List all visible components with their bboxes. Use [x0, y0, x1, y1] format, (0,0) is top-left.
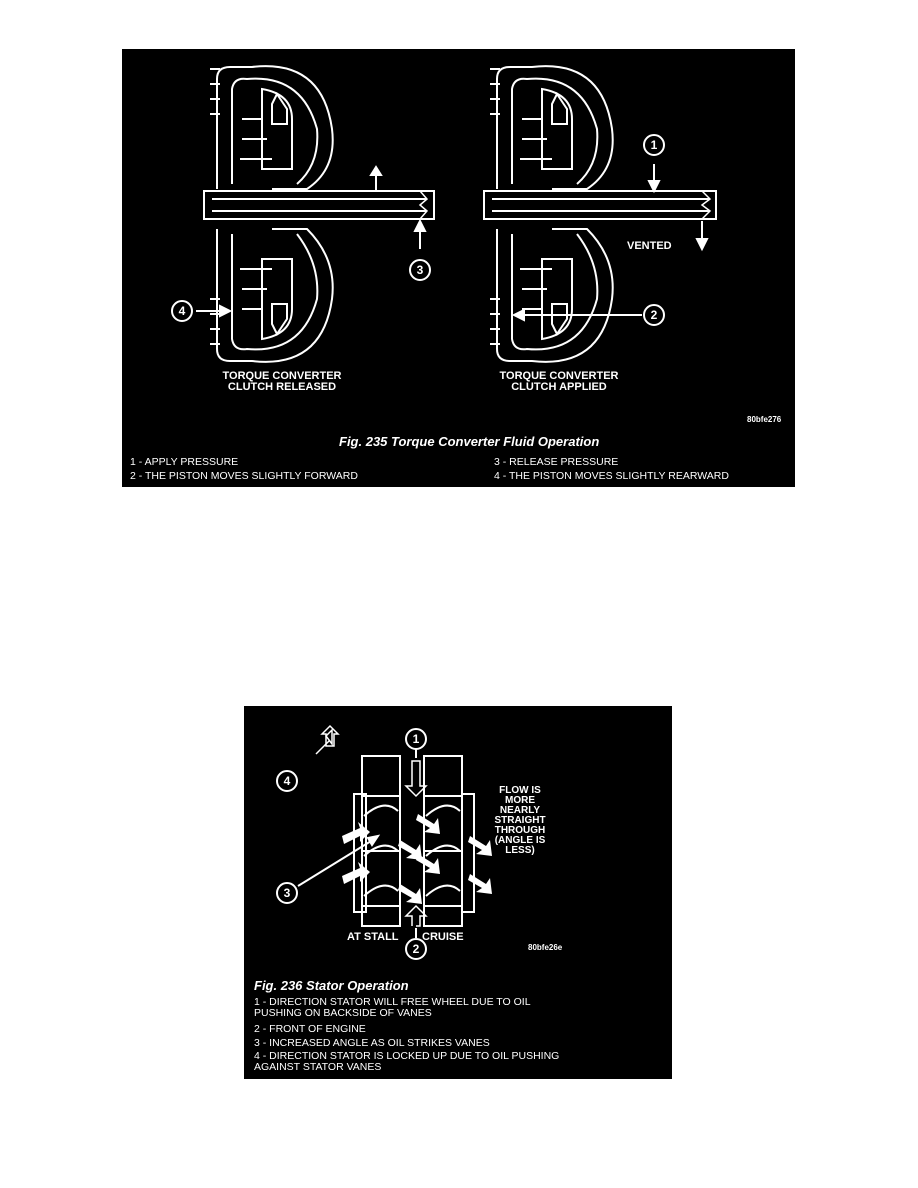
callout-3: 3 [276, 882, 298, 904]
callout-4: 4 [171, 300, 193, 322]
callout-3: 3 [409, 259, 431, 281]
vented-label: VENTED [627, 240, 672, 252]
callout-1: 1 [405, 728, 427, 750]
legend-item-3: 3 - RELEASE PRESSURE [494, 456, 619, 468]
figure-caption: Fig. 236 Stator Operation [254, 978, 409, 993]
figure-caption: Fig. 235 Torque Converter Fluid Operation [339, 434, 600, 449]
flow-label: FLOW IS MORE NEARLY STRAIGHT THROUGH (ANGLE IS LESS) [494, 785, 546, 856]
at-stall-label: AT STALL [347, 931, 399, 943]
converter-released-diagram [196, 66, 434, 362]
legend-item-3: 3 - INCREASED ANGLE AS OIL STRIKES VANES [254, 1037, 490, 1049]
callout-1: 1 [643, 134, 665, 156]
torque-converter-drawing [122, 49, 795, 487]
figure-236-stator-operation [244, 706, 672, 1079]
callout-2: 2 [405, 938, 427, 960]
figure-235-torque-converter [122, 49, 795, 487]
figure-code: 80bfe26e [528, 943, 563, 952]
callout-4: 4 [276, 770, 298, 792]
legend-item-4: 4 - THE PISTON MOVES SLIGHTLY REARWARD [494, 470, 729, 482]
figure-code: 80bfe276 [747, 415, 782, 424]
legend-item-2: 2 - FRONT OF ENGINE [254, 1023, 366, 1035]
legend-item-1: 1 - APPLY PRESSURE [130, 456, 239, 468]
converter-applied-diagram [484, 66, 716, 362]
applied-label: TORQUE CONVERTER CLUTCH APPLIED [499, 370, 619, 393]
cruise-label: CRUISE [422, 931, 464, 943]
legend-item-1: 1 - DIRECTION STATOR WILL FREE WHEEL DUE TO OIL PUSHING ON BACKSIDE OF VANES [254, 996, 531, 1019]
legend-item-4: 4 - DIRECTION STATOR IS LOCKED UP DUE TO OIL PUSHING AGAINST STATOR VANES [254, 1050, 560, 1073]
stator-vanes-diagram [298, 726, 492, 938]
legend-item-2: 2 - THE PISTON MOVES SLIGHTLY FORWARD [130, 470, 358, 482]
released-label: TORQUE CONVERTER CLUTCH RELEASED [222, 370, 342, 393]
callout-2: 2 [643, 304, 665, 326]
